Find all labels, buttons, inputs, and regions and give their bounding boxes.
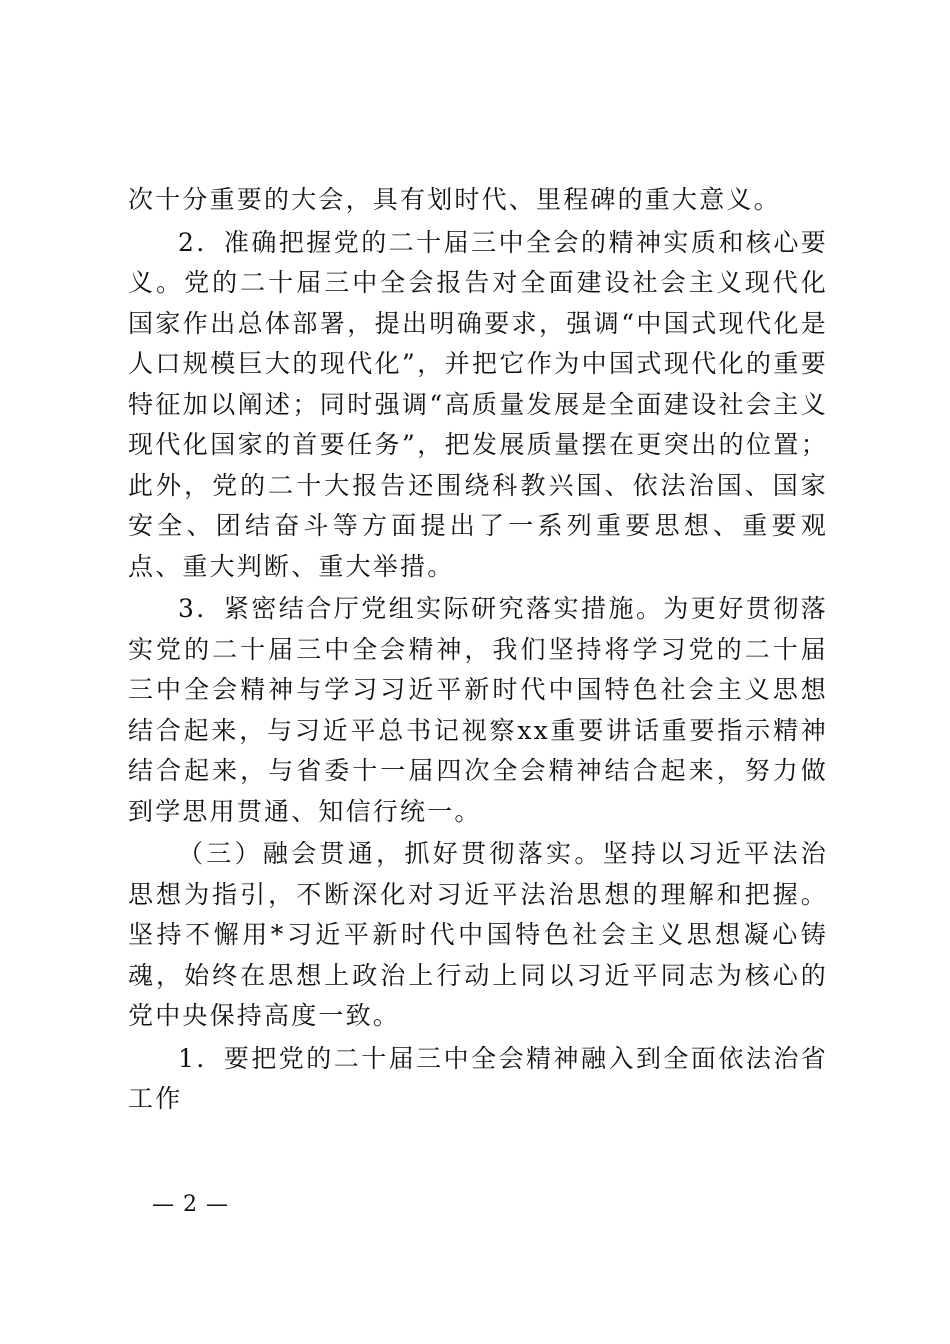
paragraph-continuation: 次十分重要的大会，具有划时代、里程碑的重大意义。 xyxy=(128,185,781,214)
paragraph-item-2: 2．准确把握党的二十届三中全会的精神实质和核心要义。党的二十届三中全会报告对全面建设社会主义现代化国家作出总体部署，提出明确要求，强调“中国式现代化是人口规模巨大的现代化”，并把它作为中国式现代化的重要特征加以阐述；同时强调“高质量发展是全面建设社会主义现代化国家的首要任务”，把发展质量摆在更突出的位置；此外，党的二十大报告还围绕科教兴国、依法治国、国家安全、团结奋斗等方面提出了一系列重要思想、重要观点、重大判断、重大举措。 xyxy=(128,227,828,581)
paragraph-section-3: （三）融会贯通，抓好贯彻落实。坚持以习近平法治思想为指引，不断深化对习近平法治思想的理解和把握。坚持不懈用*习近平新时代中国特色社会主义思想凝心铸魂，始终在思想上政治上行动上同以习近平同志为核心的党中央保持高度一致。 xyxy=(128,839,828,1030)
page-number: — 2 — xyxy=(152,1192,229,1217)
paragraph-item-1: 1．要把党的二十届三中全会精神融入到全面依法治省工作 xyxy=(128,1043,828,1113)
paragraph-item-3: 3．紧密结合厅党组实际研究落实措施。为更好贯彻落实党的二十届三中全会精神，我们坚持将学习党的二十届三中全会精神与学习习近平新时代中国特色社会主义思想结合起来，与习近平总书记视察xx重要讲话重要指示精神结合起来，与省委十一届四次全会精神结合起来，努力做到学思用贯通、知信行统一。 xyxy=(128,594,828,826)
document-body xyxy=(128,180,828,1120)
